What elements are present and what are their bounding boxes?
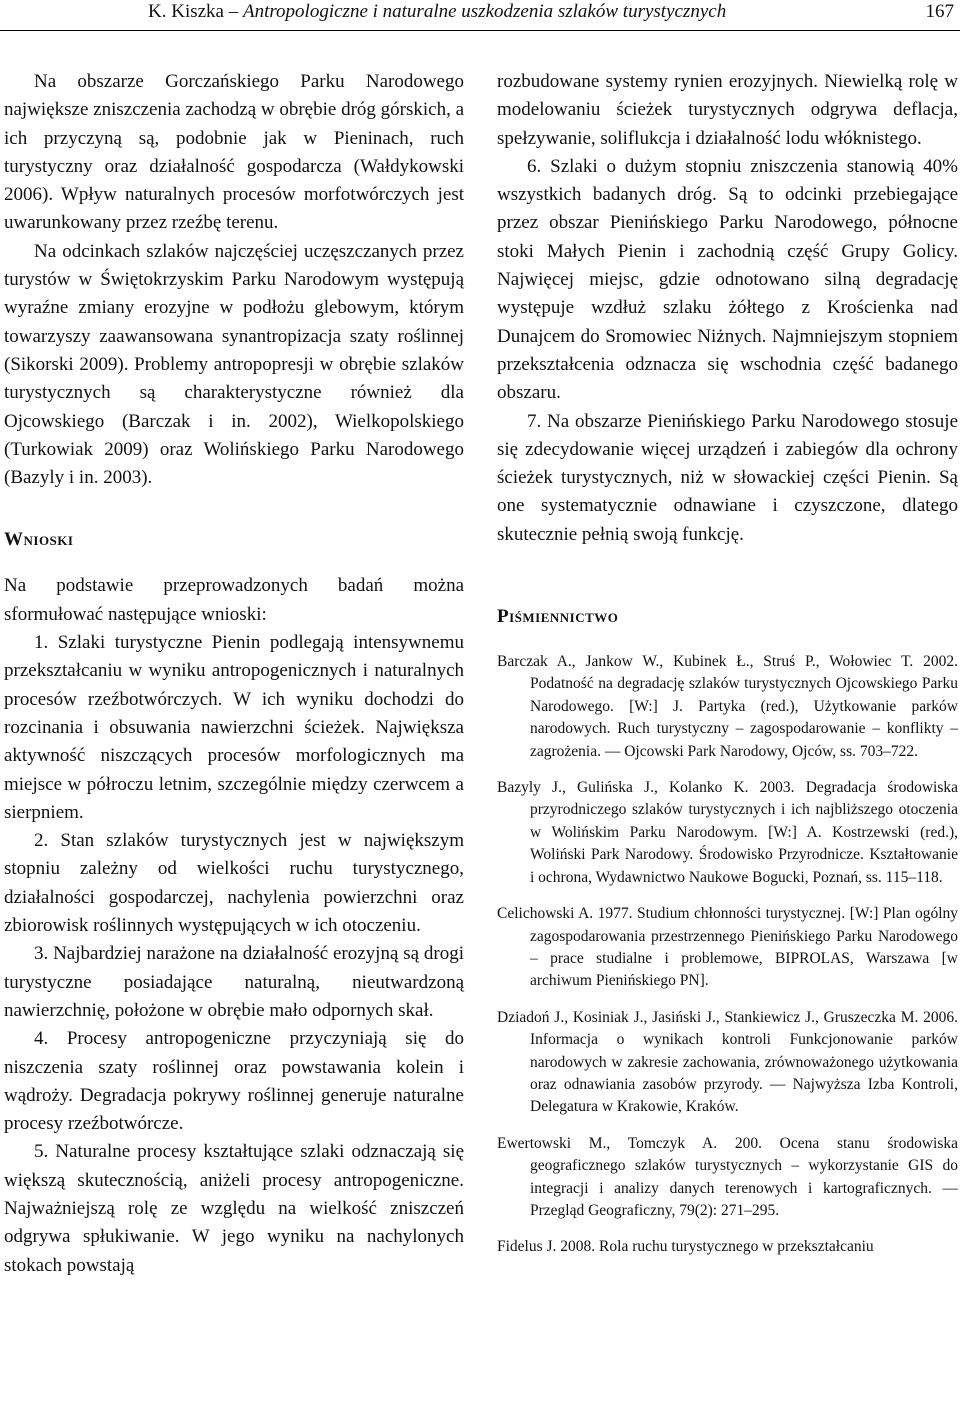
header-author: K. Kiszka bbox=[148, 1, 224, 22]
reference-item: Bazyly J., Gulińska J., Kolanko K. 2003. Degradacja środowiska przyrodniczego szlaków turystycznych i ich najbliższego otoczenia w Wolińskim Parku Narodowym. [W:] A. Kostrzewski (red.), Woliński Park Narodowy. Środowisko Przyrodnicze. Kształtowanie i ochrona, Wydawnictwo Naukowe Bogucki, Poznań, ss. 115–118. bbox=[497, 779, 958, 886]
conclusion-5: 5. Naturalne procesy kształtujące szlaki odznaczają się większą skutecznością, aniżeli procesy antropogeniczne. Najważniejszą rolę ze względu na wielkość zniszczeń odgrywa spłukiwanie. W jego wyniku na nachylonych stokach powstają bbox=[4, 1141, 464, 1276]
conclusion-2: 2. Stan szlaków turystycznych jest w największym stopniu zależny od wielkości ruchu turystycznego, działalności gospodarczej, nachylenia powierzchni oraz zbiorowisk roślinnych występujących w ich otoczeniu. bbox=[4, 830, 464, 937]
running-header bbox=[0, 0, 960, 28]
conclusion-5-continued: rozbudowane systemy rynien erozyjnych. Niewielką rolę w modelowaniu ścieżek turystycznych odgrywa deflacja, spełzywanie, soliflukcja i działalność lodu włóknistego. bbox=[497, 71, 958, 149]
header-dash: – bbox=[223, 1, 243, 22]
conclusion-3: 3. Najbardziej narażone na działalność erozyjną są drogi turystyczne posiadające naturalną, nieutwardzoną nawierzchnię, położone w obrębie mało odpornych skał. bbox=[4, 943, 464, 1021]
reference-item: Ewertowski M., Tomczyk A. 200. Ocena stanu środowiska geograficznego szlaków turystycznych – wykorzystanie GIS do integracji i analizy danych terenowych i kartograficznych. –– Przegląd Geograficzny, 79(2): 271–295. bbox=[497, 1134, 958, 1219]
conclusion-7: 7. Na obszarze Pienińskiego Parku Narodowego stosuje się zdecydowanie więcej urządzeń i zabiegów dla ochrony ścieżek turystycznych, niż w słowackiej części Pienin. Są one systematycznie odnawiane i czyszczone, dlatego skutecznie pełnią swoją funkcję. bbox=[497, 410, 958, 545]
section-heading-references: Piśmiennictwo bbox=[497, 606, 619, 628]
conclusion-1: 1. Szlaki turystyczne Pienin podlegają intensywnemu przekształcaniu w wyniku antropogenicznych i naturalnych procesów rzeźbotwórczych. W ich wyniku dochodzi do rozcinania i obsuwania nawierzchni ścieżek. Największa aktywność niszczących procesów morfologicznych ma miejsce w półroczu letnim, szczególnie między czerwcem a sierpniem. bbox=[4, 632, 464, 823]
conclusion-4: 4. Procesy antropogeniczne przyczyniają się do niszczenia szaty roślinnej oraz powstawania kolein i wądroży. Degradacja pokrywy roślinnej generuje naturalne procesy rzeźbotwórcze. bbox=[4, 1028, 464, 1135]
reference-item: Celichowski A. 1977. Studium chłonności turystycznej. [W:] Plan ogólny zagospodarowania przestrzennego Pienińskiego Parku Narodowego – prace studialne i problemowe, BIPROLAS, Warszawa [w archiwum Pienińskiego PN]. bbox=[497, 905, 958, 990]
paragraph-national-parks: Na odcinkach szlaków najczęściej uczęszczanych przez turystów w Świętokrzyskim Parku Narodowym występują wyraźne zmiany erozyjne w podłożu glebowym, którym towarzyszy zaawansowana synantropizacja szaty roślinnej (Sikorski 2009). Problemy antropopresji w obrębie szlaków turystycznych są charakterystyczne również dla Ojcowskiego (Barczak i in. 2002), Wielkopolskiego (Turkowiak 2009) oraz Wolińskiego Parku Narodowego (Bazyly i in. 2003). bbox=[4, 240, 464, 489]
reference-list bbox=[497, 651, 958, 1259]
section-heading-conclusions: Wnioski bbox=[4, 529, 74, 551]
header-article-title: Antropologiczne i naturalne uszkodzenia szlaków turystycznych bbox=[242, 1, 727, 22]
conclusion-6: 6. Szlaki o dużym stopniu zniszczenia stanowią 40% wszystkich badanych dróg. Są to odcinki przebiegające przez obszar Pienińskiego Parku Narodowego, północne stoki Małych Pienin i zachodnią część Grupy Golicy. Najwięcej miejsc, gdzie odnotowano silną degradację występuje wzdłuż szlaku żółtego z Krościenka nad Dunajcem do Sromowiec Niżnych. Najmniejszym stopniem przekształcenia odznacza się wschodnia część badanego obszaru. bbox=[497, 155, 958, 404]
conclusions-intro: Na podstawie przeprowadzonych badań można sformułować następujące wnioski: bbox=[4, 575, 464, 625]
left-column bbox=[4, 68, 464, 1280]
page-number: 167 bbox=[925, 1, 954, 22]
reference-item: Dziadoń J., Kosiniak J., Jasiński J., Stankiewicz J., Gruszeczka M. 2006. Informacja o wynikach kontroli Funkcjonowanie parków narodowych w zakresie zachowania, zrównoważonego użytkowania oraz odnawiania zasobów przyrody. –– Najwyższa Izba Kontroli, Delegatura w Krakowie, Kraków. bbox=[497, 1008, 958, 1116]
right-column bbox=[497, 68, 958, 1273]
reference-item: Barczak A., Jankow W., Kubinek Ł., Struś P., Wołowiec T. 2002. Podatność na degradację szlaków turystycznych Ojcowskiego Parku Narodowego. [W:] J. Partyka (red.), Użytkowanie parków narodowych. Ruch turystyczny – zagospodarowanie – konflikty – zagrożenia. –– Ojcowski Park Narodowy, Ojców, ss. 703–722. bbox=[497, 653, 958, 760]
paragraph-gorce: Na obszarze Gorczańskiego Parku Narodowego największe zniszczenia zachodzą w obrębie dróg górskich, a ich przyczyną są, podobnie jak w Pieninach, ruch turystyczny oraz działalność gospodarcza (Wałdykowski 2006). Wpływ naturalnych procesów morfotwórczych jest uwarunkowany przez rzeźbę terenu. bbox=[4, 71, 465, 234]
running-title bbox=[148, 0, 726, 24]
reference-item: Fidelus J. 2008. Rola ruchu turystycznego w przekształcaniu bbox=[497, 1238, 874, 1256]
header-rule bbox=[0, 30, 960, 31]
